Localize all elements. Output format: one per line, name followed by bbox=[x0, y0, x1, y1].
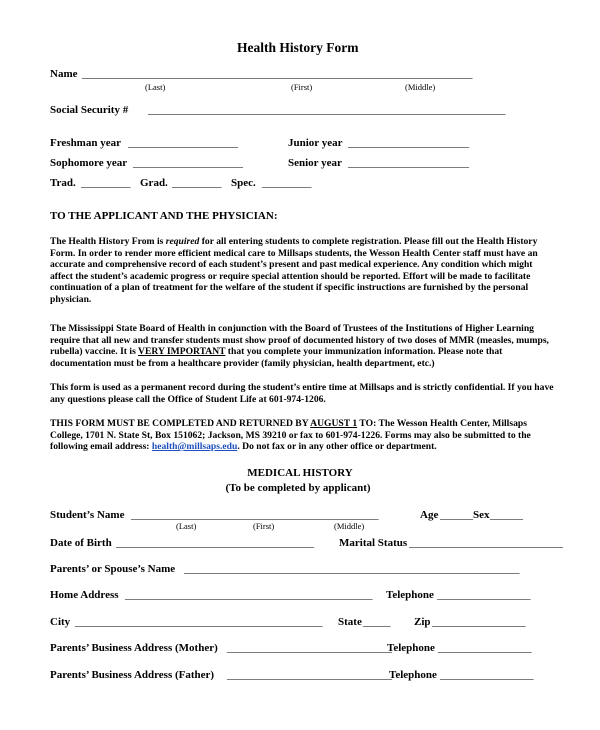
father-telephone-input[interactable]: _________________ bbox=[440, 669, 534, 681]
para2-text-b: that you complete your immunization information. Please note that documentation must be from a healthcare provider (family physician, health department, etc.) bbox=[50, 346, 503, 369]
state-input[interactable]: _____ bbox=[363, 616, 391, 628]
senior-year-label: Senior year bbox=[288, 157, 342, 169]
zip-label: Zip bbox=[414, 616, 431, 628]
home-address-input[interactable]: _____________________________________________ bbox=[125, 589, 373, 601]
student-middle-caption: (Middle) bbox=[334, 521, 365, 531]
trad-label: Trad. bbox=[50, 177, 76, 189]
paragraph-required bbox=[50, 236, 555, 306]
name-middle-caption: (Middle) bbox=[405, 82, 436, 92]
medical-history-subtitle: (To be completed by applicant) bbox=[225, 482, 371, 494]
mother-telephone-input[interactable]: _________________ bbox=[438, 642, 532, 654]
sophomore-year-input[interactable]: ____________________ bbox=[133, 157, 243, 169]
para1-text-b: for all entering students to complete registration. Please fill out the Health History Form. In order to render more efficient medical care to Millsaps students, the Wesson Health Center staff must have an accurate and comprehensive record of each student’s present and past medical experience. Any condition which might affect the student’s academic progress or require special attention should be reported. Effort will be made to facilitate continuation of a plan of treatment for the welfare of the student if specific instructions are furnished by the personal physician. bbox=[50, 236, 538, 305]
para2-text-a: The Mississippi State Board of Health in conjunction with the Board of Trustees of the Institutions of Higher Learning require that all new and transfer students must show proof of documented history of two doses of MMR (measles, mumps, rubella) vaccine. It is bbox=[50, 323, 549, 358]
dob-label: Date of Birth bbox=[50, 537, 112, 549]
sex-label: Sex bbox=[473, 509, 490, 521]
trad-input[interactable]: _________ bbox=[81, 177, 131, 189]
para4-date: AUGUST 1 bbox=[310, 418, 358, 429]
zip-input[interactable]: _________________ bbox=[432, 616, 526, 628]
para4-text-a: THIS FORM MUST BE COMPLETED AND RETURNED BY bbox=[50, 418, 311, 429]
mother-telephone-label: Telephone bbox=[387, 642, 435, 654]
city-label: City bbox=[50, 616, 71, 628]
freshman-year-input[interactable]: ____________________ bbox=[128, 137, 238, 149]
parents-name-label: Parents’ or Spouse’s Name bbox=[50, 563, 176, 575]
student-first-caption: (First) bbox=[253, 521, 275, 531]
email-link[interactable]: health@millsaps.edu bbox=[151, 441, 238, 453]
student-name-input[interactable]: _____________________________________________ bbox=[131, 509, 379, 521]
age-label: Age bbox=[420, 509, 439, 521]
dob-input[interactable]: ____________________________________ bbox=[116, 537, 314, 549]
page-title: Health History Form bbox=[237, 40, 359, 55]
para4-text-b: TO: The Wesson Health Center, Millsaps College, 1701 N. State St, Box 151062; Jackson, MS 39210 or fax to 601-974-1226. Forms may also be submitted to the following email address: bbox=[50, 418, 531, 453]
sophomore-year-label: Sophomore year bbox=[50, 157, 128, 169]
spec-label: Spec. bbox=[231, 177, 256, 189]
parents-name-input[interactable]: _____________________________________________________________ bbox=[184, 563, 520, 575]
paragraph-confidential: This form is used as a permanent record during the student’s entire time at Millsaps and is strictly confidential. If you have any questions please call the Office of Student Life at 601-974-1206. bbox=[50, 382, 554, 405]
name-first-caption: (First) bbox=[291, 82, 313, 92]
para4-text-c: . Do not fax or in any other office or department. bbox=[237, 441, 437, 453]
father-telephone-label: Telephone bbox=[389, 669, 437, 681]
name-last-caption: (Last) bbox=[145, 82, 166, 92]
state-label: State bbox=[338, 616, 362, 628]
home-address-label: Home Address bbox=[50, 589, 119, 601]
father-business-input[interactable]: ______________________________ bbox=[227, 669, 392, 681]
para1-required-word: required bbox=[165, 236, 200, 247]
paragraph-return bbox=[50, 418, 555, 453]
ssn-label: Social Security # bbox=[50, 104, 129, 116]
marital-status-input[interactable]: ____________________________ bbox=[409, 537, 563, 549]
spec-input[interactable]: _________ bbox=[262, 177, 312, 189]
father-business-label: Parents’ Business Address (Father) bbox=[50, 669, 215, 681]
student-name-label: Student’s Name bbox=[50, 509, 125, 521]
freshman-year-label: Freshman year bbox=[50, 137, 121, 149]
medical-history-title: MEDICAL HISTORY bbox=[247, 467, 353, 479]
home-telephone-label: Telephone bbox=[386, 589, 434, 601]
senior-year-input[interactable]: ______________________ bbox=[348, 157, 469, 169]
para2-important-word: VERY IMPORTANT bbox=[138, 346, 226, 358]
mother-business-input[interactable]: ______________________________ bbox=[227, 642, 392, 654]
paragraph-mmr bbox=[50, 323, 555, 369]
name-input[interactable]: _______________________________________________________________________ bbox=[82, 68, 473, 80]
age-input[interactable]: ______ bbox=[440, 509, 473, 521]
grad-input[interactable]: _________ bbox=[172, 177, 222, 189]
ssn-input[interactable]: _________________________________________________________________ bbox=[148, 104, 506, 116]
city-input[interactable]: _____________________________________________ bbox=[75, 616, 323, 628]
sex-input[interactable]: ______ bbox=[490, 509, 523, 521]
home-telephone-input[interactable]: _________________ bbox=[437, 589, 531, 601]
mother-business-label: Parents’ Business Address (Mother) bbox=[50, 642, 218, 654]
student-last-caption: (Last) bbox=[176, 521, 197, 531]
name-label: Name bbox=[50, 68, 78, 80]
marital-status-label: Marital Status bbox=[339, 537, 408, 549]
junior-year-label: Junior year bbox=[288, 137, 343, 149]
junior-year-input[interactable]: ______________________ bbox=[348, 137, 469, 149]
grad-label: Grad. bbox=[140, 177, 168, 189]
para1-text-a: The Health History From is bbox=[50, 236, 166, 247]
applicant-heading: TO THE APPLICANT AND THE PHYSICIAN: bbox=[50, 210, 278, 222]
